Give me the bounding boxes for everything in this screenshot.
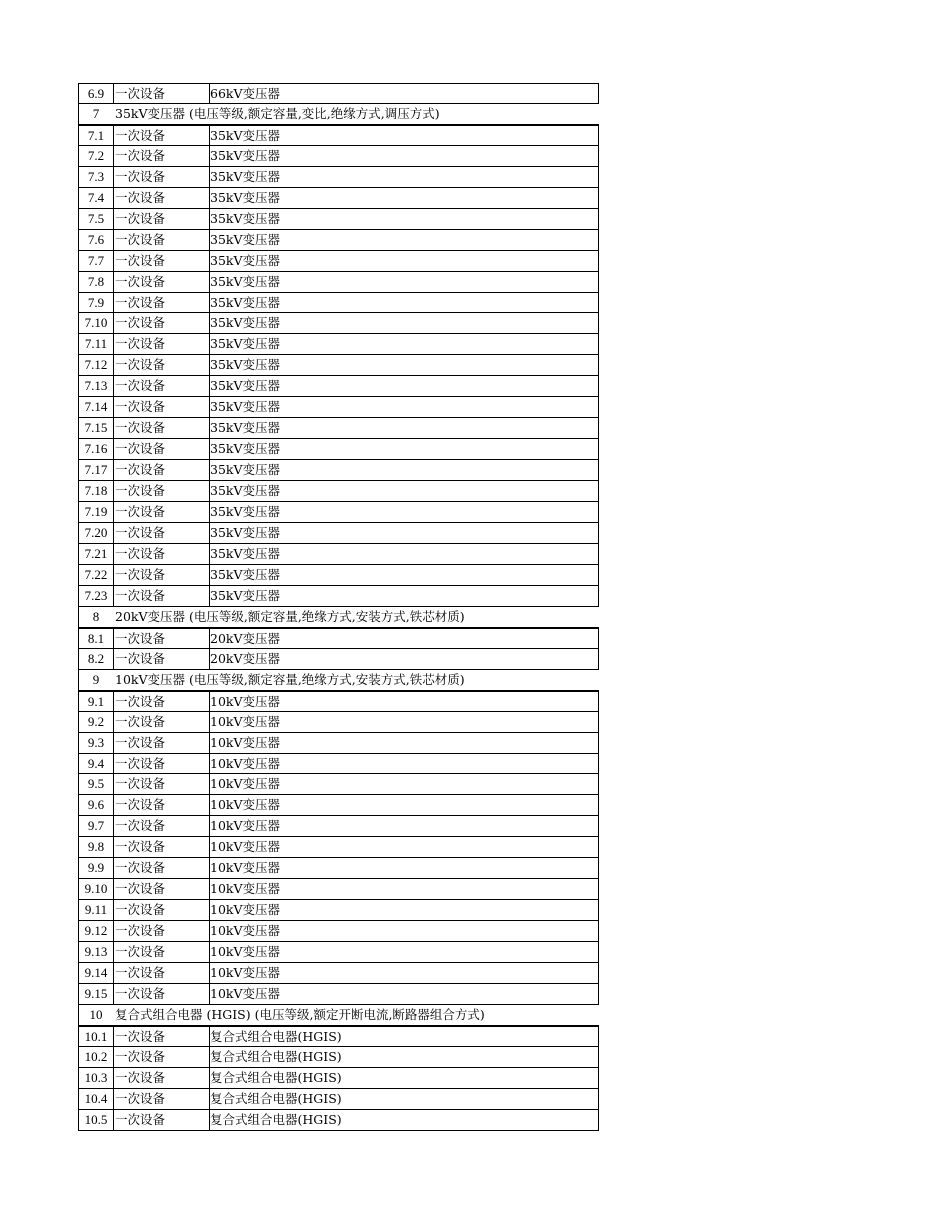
row-number: 7.12 [79, 355, 114, 375]
table-row [78, 1026, 599, 1047]
category-cell: 一次设备 [114, 230, 210, 250]
category-cell: 一次设备 [114, 460, 210, 480]
category-cell: 一次设备 [114, 649, 210, 669]
section-title: 10kV变压器 (电压等级,额定容量,绝缘方式,安装方式,铁芯材质) [115, 671, 465, 687]
equipment-name-cell: 10kV变压器 [210, 818, 281, 834]
category-cell: 一次设备 [114, 921, 210, 941]
table-row [78, 230, 599, 251]
equipment-name-cell: 35kV变压器 [210, 420, 281, 436]
table-row [78, 565, 599, 586]
section-title: 35kV变压器 (电压等级,额定容量,变比,绝缘方式,调压方式) [115, 105, 440, 121]
equipment-name-cell: 35kV变压器 [210, 273, 281, 289]
category-cell: 一次设备 [114, 712, 210, 732]
row-number: 7.8 [79, 272, 114, 292]
table-row [78, 942, 599, 963]
row-number: 7.13 [79, 376, 114, 396]
equipment-name-cell: 35kV变压器 [210, 357, 281, 373]
category-cell: 一次设备 [114, 858, 210, 878]
table-row [78, 795, 599, 816]
table-row [78, 984, 599, 1005]
row-number: 9.1 [79, 692, 114, 711]
category-cell: 一次设备 [114, 1068, 210, 1088]
table-row [78, 921, 599, 942]
category-cell: 一次设备 [114, 1047, 210, 1067]
category-cell: 一次设备 [114, 629, 210, 648]
row-number: 9.4 [79, 754, 114, 774]
category-cell: 一次设备 [114, 272, 210, 292]
equipment-name-cell: 20kV变压器 [210, 630, 281, 646]
category-cell: 一次设备 [114, 754, 210, 774]
row-number: 9.14 [79, 963, 114, 983]
section-title: 20kV变压器 (电压等级,额定容量,绝缘方式,安装方式,铁芯材质) [115, 608, 465, 624]
category-cell: 一次设备 [114, 586, 210, 606]
table-row [78, 167, 599, 188]
table-row [78, 1068, 599, 1089]
section-number: 10 [89, 1006, 103, 1022]
row-number: 9.13 [79, 942, 114, 962]
row-number: 7.11 [79, 334, 114, 354]
equipment-name-cell: 66kV变压器 [210, 86, 281, 101]
equipment-name-cell: 35kV变压器 [210, 231, 281, 247]
row-number: 7.23 [79, 586, 114, 606]
category-cell: 一次设备 [114, 1089, 210, 1109]
equipment-name-cell: 复合式组合电器(HGIS) [210, 1111, 342, 1127]
section-number: 9 [92, 671, 100, 687]
equipment-name-cell: 35kV变压器 [210, 127, 281, 143]
row-number: 7.16 [79, 439, 114, 459]
equipment-name-cell: 10kV变压器 [210, 797, 281, 813]
row-number: 7.4 [79, 188, 114, 208]
section-title: 复合式组合电器 (HGIS) (电压等级,额定开断电流,断路器组合方式) [115, 1006, 485, 1022]
equipment-name-cell: 35kV变压器 [210, 587, 281, 603]
category-cell: 一次设备 [114, 439, 210, 459]
table-row [78, 900, 599, 921]
row-number: 7.1 [79, 126, 114, 145]
row-number: 7.2 [79, 146, 114, 166]
table-row [78, 251, 599, 272]
category-cell: 一次设备 [114, 355, 210, 375]
row-number: 7.10 [79, 313, 114, 333]
equipment-name-cell: 35kV变压器 [210, 210, 281, 226]
category-cell: 一次设备 [114, 816, 210, 836]
category-cell: 一次设备 [114, 837, 210, 857]
category-cell: 一次设备 [114, 963, 210, 983]
equipment-name-cell: 10kV变压器 [210, 839, 281, 855]
row-number: 10.1 [79, 1027, 114, 1046]
equipment-name-cell: 复合式组合电器(HGIS) [210, 1069, 342, 1085]
category-cell: 一次设备 [114, 1110, 210, 1130]
category-cell: 一次设备 [114, 795, 210, 815]
equipment-name-cell: 35kV变压器 [210, 504, 281, 520]
category-cell: 一次设备 [114, 84, 210, 103]
row-number: 8.2 [79, 649, 114, 669]
row-number: 9.6 [79, 795, 114, 815]
table-row [78, 418, 599, 439]
section-number: 8 [92, 608, 100, 624]
row-number: 9.7 [79, 816, 114, 836]
table-row [78, 858, 599, 879]
category-cell: 一次设备 [114, 418, 210, 438]
row-number: 10.4 [79, 1089, 114, 1109]
section-number: 7 [92, 105, 100, 121]
equipment-name-cell: 10kV变压器 [210, 713, 281, 729]
category-cell: 一次设备 [114, 523, 210, 543]
table-row [78, 481, 599, 502]
category-cell: 一次设备 [114, 209, 210, 229]
row-number: 10.2 [79, 1047, 114, 1067]
category-cell: 一次设备 [114, 544, 210, 564]
table-row [78, 334, 599, 355]
row-number: 7.19 [79, 502, 114, 522]
equipment-name-cell: 10kV变压器 [210, 776, 281, 792]
row-number: 7.22 [79, 565, 114, 585]
row-number: 7.15 [79, 418, 114, 438]
table-row [78, 733, 599, 754]
table-row [78, 313, 599, 334]
category-cell: 一次设备 [114, 334, 210, 354]
table-row [78, 712, 599, 733]
table-row [78, 293, 599, 314]
equipment-name-cell: 10kV变压器 [210, 944, 281, 960]
category-cell: 一次设备 [114, 167, 210, 187]
equipment-name-cell: 35kV变压器 [210, 294, 281, 310]
table-row [78, 439, 599, 460]
row-number: 7.18 [79, 481, 114, 501]
category-cell: 一次设备 [114, 313, 210, 333]
equipment-name-cell: 35kV变压器 [210, 525, 281, 541]
equipment-name-cell: 35kV变压器 [210, 545, 281, 561]
table-row [78, 816, 599, 837]
table-row [78, 879, 599, 900]
row-number: 7.6 [79, 230, 114, 250]
row-number: 9.3 [79, 733, 114, 753]
equipment-name-cell: 35kV变压器 [210, 189, 281, 205]
table-row [78, 628, 599, 649]
category-cell: 一次设备 [114, 376, 210, 396]
row-number: 7.20 [79, 523, 114, 543]
section-header-row [78, 607, 599, 628]
equipment-name-cell: 10kV变压器 [210, 985, 281, 1001]
table-row [78, 754, 599, 775]
table-row [78, 502, 599, 523]
equipment-table [78, 83, 599, 1131]
row-number: 9.5 [79, 774, 114, 794]
equipment-name-cell: 复合式组合电器(HGIS) [210, 1028, 342, 1044]
row-number: 8.1 [79, 629, 114, 648]
category-cell: 一次设备 [114, 293, 210, 313]
row-number: 9.11 [79, 900, 114, 920]
row-number: 7.9 [79, 293, 114, 313]
table-row [78, 83, 599, 104]
table-row [78, 125, 599, 146]
row-number: 9.10 [79, 879, 114, 899]
equipment-name-cell: 35kV变压器 [210, 566, 281, 582]
category-cell: 一次设备 [114, 188, 210, 208]
category-cell: 一次设备 [114, 774, 210, 794]
row-number: 9.12 [79, 921, 114, 941]
category-cell: 一次设备 [114, 146, 210, 166]
table-row [78, 837, 599, 858]
table-row [78, 460, 599, 481]
table-row [78, 1047, 599, 1068]
section-header-row [78, 1005, 599, 1026]
category-cell: 一次设备 [114, 481, 210, 501]
row-number: 7.17 [79, 460, 114, 480]
equipment-name-cell: 10kV变压器 [210, 860, 281, 876]
table-row [78, 523, 599, 544]
table-row [78, 691, 599, 712]
equipment-name-cell: 10kV变压器 [210, 923, 281, 939]
equipment-name-cell: 10kV变压器 [210, 755, 281, 771]
category-cell: 一次设备 [114, 502, 210, 522]
category-cell: 一次设备 [114, 900, 210, 920]
category-cell: 一次设备 [114, 879, 210, 899]
row-number: 7.5 [79, 209, 114, 229]
table-row [78, 1110, 599, 1131]
row-number: 7.21 [79, 544, 114, 564]
table-row [78, 146, 599, 167]
row-number: 9.9 [79, 858, 114, 878]
category-cell: 一次设备 [114, 1027, 210, 1046]
equipment-name-cell: 10kV变压器 [210, 881, 281, 897]
equipment-name-cell: 35kV变压器 [210, 252, 281, 268]
section-header-row [78, 104, 599, 125]
equipment-name-cell: 复合式组合电器(HGIS) [210, 1048, 342, 1064]
table-row [78, 355, 599, 376]
table-row [78, 209, 599, 230]
category-cell: 一次设备 [114, 692, 210, 711]
section-header-row [78, 670, 599, 691]
category-cell: 一次设备 [114, 942, 210, 962]
equipment-name-cell: 35kV变压器 [210, 315, 281, 331]
category-cell: 一次设备 [114, 565, 210, 585]
row-number: 9.8 [79, 837, 114, 857]
table-row [78, 544, 599, 565]
row-number: 7.14 [79, 397, 114, 417]
category-cell: 一次设备 [114, 126, 210, 145]
row-number: 10.3 [79, 1068, 114, 1088]
table-row [78, 963, 599, 984]
equipment-name-cell: 35kV变压器 [210, 336, 281, 352]
equipment-name-cell: 35kV变压器 [210, 378, 281, 394]
row-number: 7.7 [79, 251, 114, 271]
table-row [78, 376, 599, 397]
category-cell: 一次设备 [114, 251, 210, 271]
row-number: 9.2 [79, 712, 114, 732]
equipment-name-cell: 35kV变压器 [210, 168, 281, 184]
category-cell: 一次设备 [114, 733, 210, 753]
table-row [78, 774, 599, 795]
table-row [78, 1089, 599, 1110]
equipment-name-cell: 10kV变压器 [210, 965, 281, 981]
category-cell: 一次设备 [114, 397, 210, 417]
equipment-name-cell: 10kV变压器 [210, 693, 281, 709]
table-row [78, 188, 599, 209]
table-row [78, 649, 599, 670]
equipment-name-cell: 复合式组合电器(HGIS) [210, 1090, 342, 1106]
equipment-name-cell: 35kV变压器 [210, 441, 281, 457]
equipment-name-cell: 20kV变压器 [210, 650, 281, 666]
row-number: 6.9 [79, 84, 114, 103]
table-row [78, 397, 599, 418]
table-row [78, 586, 599, 607]
equipment-name-cell: 10kV变压器 [210, 734, 281, 750]
row-number: 9.15 [79, 984, 114, 1004]
row-number: 7.3 [79, 167, 114, 187]
equipment-name-cell: 35kV变压器 [210, 147, 281, 163]
equipment-name-cell: 35kV变压器 [210, 462, 281, 478]
table-row [78, 272, 599, 293]
category-cell: 一次设备 [114, 984, 210, 1004]
equipment-name-cell: 35kV变压器 [210, 399, 281, 415]
equipment-name-cell: 10kV变压器 [210, 902, 281, 918]
equipment-name-cell: 35kV变压器 [210, 483, 281, 499]
row-number: 10.5 [79, 1110, 114, 1130]
